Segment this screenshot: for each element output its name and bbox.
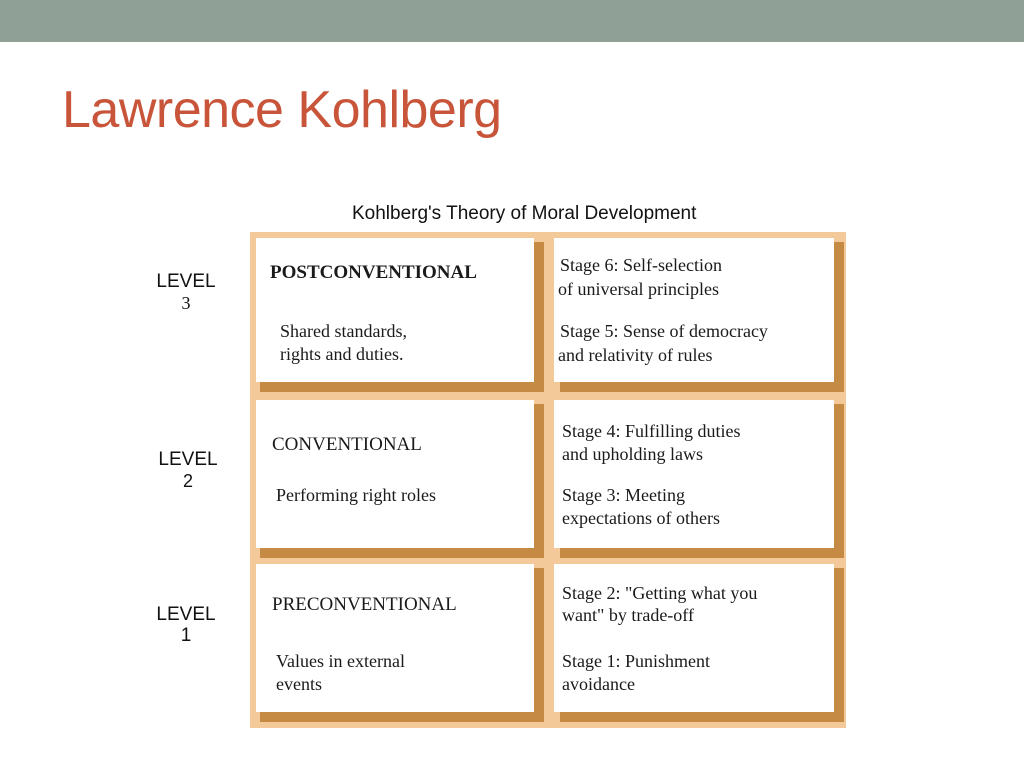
- level-2-name-cell: [256, 400, 534, 548]
- level-1-number: 1: [180, 625, 192, 646]
- stage-5-line1: Stage 5: Sense of democracy: [560, 321, 768, 341]
- level-1-stages-cell: [554, 564, 834, 712]
- level-2-description-line1: Performing right roles: [276, 485, 436, 505]
- stage-1-line2: avoidance: [562, 674, 635, 694]
- level-2-label: [148, 450, 228, 492]
- level-3-name: POSTCONVENTIONAL: [270, 262, 477, 283]
- stage-6-line1: Stage 6: Self-selection: [560, 255, 722, 275]
- level-2-name: CONVENTIONAL: [272, 434, 422, 455]
- level-1-label: [146, 605, 226, 647]
- level-1-word: LEVEL: [156, 604, 216, 625]
- stage-3-line1: Stage 3: Meeting: [562, 485, 685, 505]
- stage-4-line2: and upholding laws: [562, 444, 703, 464]
- level-1-name-cell: [256, 564, 534, 712]
- level-3-description-line2: rights and duties.: [280, 344, 404, 364]
- stage-2-line2: want" by trade-off: [562, 605, 694, 625]
- level-3-description-line1: Shared standards,: [280, 321, 407, 341]
- stage-1-line1: Stage 1: Punishment: [562, 651, 710, 671]
- level-2-stages-cell: [554, 400, 834, 548]
- level-3-word: LEVEL: [156, 271, 216, 292]
- diagram-title: Kohlberg's Theory of Moral Development: [352, 203, 697, 224]
- level-3-label: [146, 272, 226, 314]
- stage-2-line1: Stage 2: "Getting what you: [562, 583, 758, 603]
- slide-title: Lawrence Kohlberg: [62, 81, 502, 139]
- header-bar: [0, 0, 1024, 42]
- level-2-word: LEVEL: [158, 449, 218, 470]
- level-3-stages-cell: [554, 238, 834, 382]
- stages-grid: [250, 232, 846, 728]
- stage-4-line1: Stage 4: Fulfilling duties: [562, 421, 741, 441]
- stage-5-line2: and relativity of rules: [558, 345, 713, 365]
- level-1-description-line1: Values in external: [276, 651, 405, 671]
- stage-6-line2: of universal principles: [558, 279, 719, 299]
- level-3-name-cell: [256, 238, 534, 382]
- level-3-number: 3: [181, 293, 191, 313]
- level-1-description-line2: events: [276, 674, 322, 694]
- stage-3-line2: expectations of others: [562, 508, 720, 528]
- level-2-number: 2: [182, 471, 193, 491]
- level-1-name: PRECONVENTIONAL: [272, 594, 457, 615]
